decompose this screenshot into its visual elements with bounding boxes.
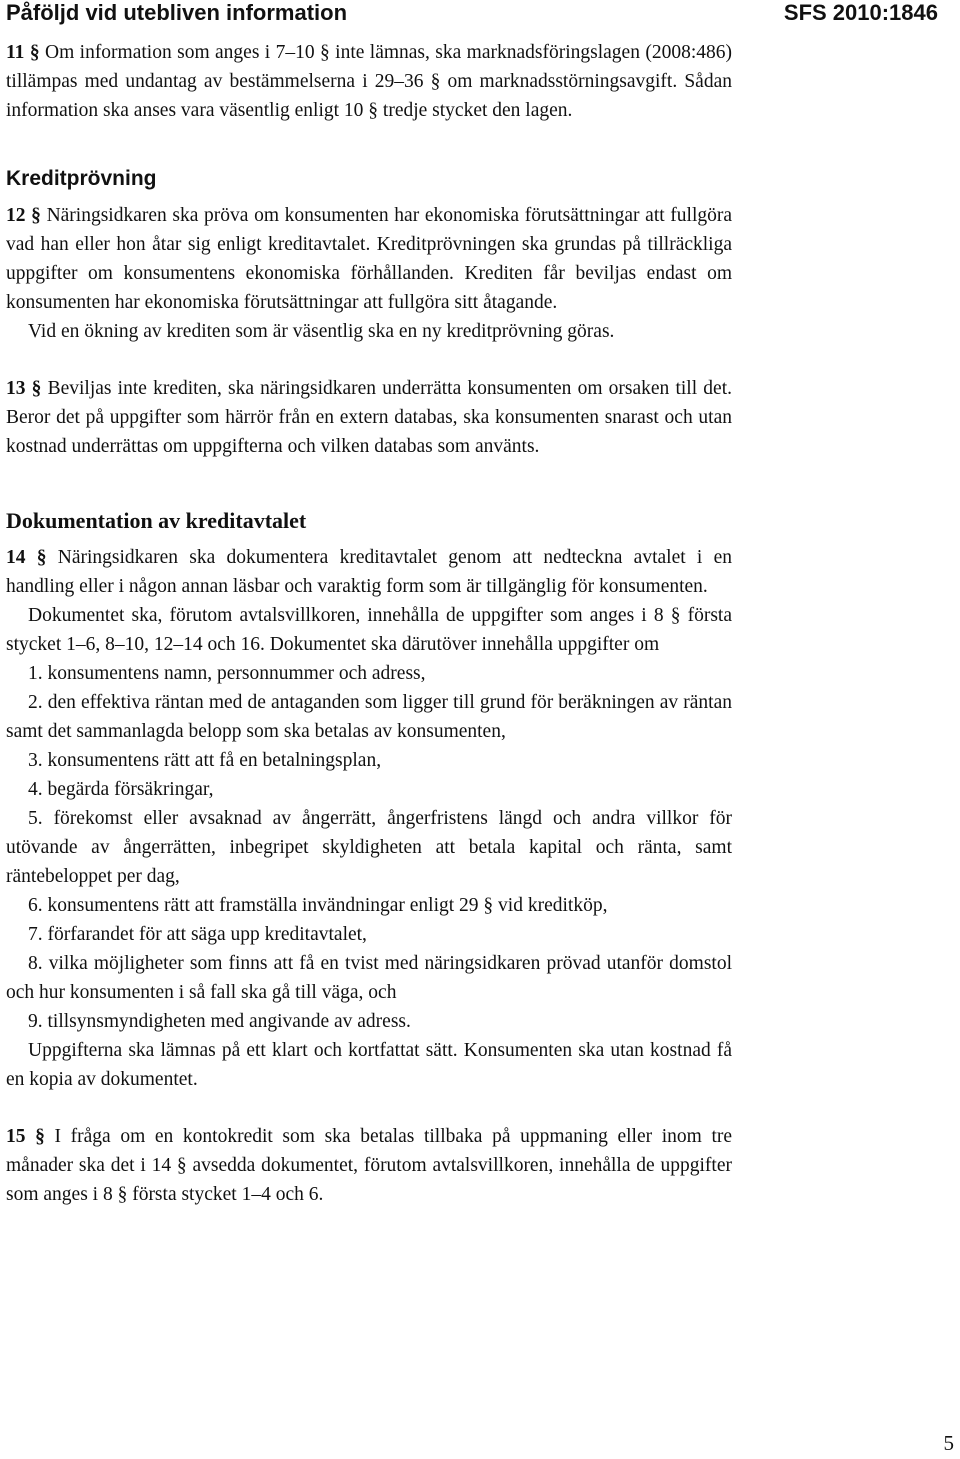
list-item: 4. begärda försäkringar,: [28, 779, 214, 800]
paragraph-number: 15: [6, 1126, 26, 1147]
list-item: 8. vilka möjligheter som finns att få en tvist med näringsidkaren prövad utanför domstol och hur konsumenten i så fall ska gå till väga, och: [6, 953, 732, 1003]
paragraph-11: [6, 38, 732, 125]
list-item: 1. konsumentens namn, personnummer och adress,: [28, 663, 426, 684]
list-item: 5. förekomst eller avsaknad av ångerrätt, ångerfristens längd och andra villkor för utövande av ångerrätten, inbegripet skyldigheten att betala kapital och ränta, samt räntebeloppet per dag,: [6, 808, 732, 887]
document-body: [6, 38, 732, 1209]
paragraph-number: 14: [6, 547, 26, 568]
list-item: 7. förfarandet för att säga upp kreditavtalet,: [28, 924, 367, 945]
paragraph-text: Näringsidkaren ska pröva om konsumenten har ekonomiska förutsättningar att fullgöra vad han eller hon åtar sig enligt kreditavtalet. Kreditprövningen ska grundas på tillräckliga uppgifter om konsumentens ekonomiska förhållanden. Krediten får beviljas endast om konsumenten har ekonomiska förutsättningar att fullgöra sitt åtagande.: [6, 205, 733, 313]
section-sign: §: [36, 547, 47, 568]
paragraph-13: [6, 374, 732, 461]
list-item: 2. den effektiva räntan med de antaganden som ligger till grund för beräkningen av räntan samt det sammanlagda belopp som ska betalas av konsumenten,: [6, 692, 732, 742]
page-number: 5: [943, 1431, 954, 1455]
paragraph-number: 11: [6, 42, 25, 63]
paragraph-text: Beviljas inte krediten, ska näringsidkaren underrätta konsumenten om orsaken till det. Beror det på uppgifter som härrör från en extern databas, ska konsumenten snarast och utan kostnad underrättas om uppgifterna och vilken databas som använts.: [6, 378, 733, 457]
paragraph-14-second: Dokumentet ska, förutom avtalsvillkoren, innehålla de uppgifter som anges i 8 § första stycket 1–6, 8–10, 12–14 och 16. Dokumentet ska därutöver innehålla uppgifter om: [6, 605, 732, 655]
list-item: 3. konsumentens rätt att få en betalningsplan,: [28, 750, 382, 771]
paragraph-text: I fråga om en kontokredit som ska betalas tillbaka på uppmaning eller inom tre månader ska det i 14 § avsedda dokumentet, förutom avtalsvillkoren, innehålla de uppgifter som anges i 8 § första stycket 1–4 och 6.: [6, 1126, 733, 1205]
section-sign: §: [31, 205, 41, 226]
list-item: 9. tillsynsmyndigheten med angivande av adress.: [28, 1011, 411, 1032]
heading-kreditprovning: Kreditprövning: [6, 167, 157, 190]
page-title: Påföljd vid utebliven information: [6, 0, 348, 25]
paragraph-12: [6, 201, 732, 317]
paragraph-14-third: Uppgifterna ska lämnas på ett klart och kortfattat sätt. Konsumenten ska utan kostnad få en kopia av dokumentet.: [6, 1040, 732, 1090]
sfs-number: SFS 2010:1846: [783, 0, 938, 25]
paragraph-14: [6, 543, 732, 601]
section-sign: §: [35, 1126, 45, 1147]
paragraph-number: 13: [6, 378, 26, 399]
list-item: 6. konsumentens rätt att framställa invändningar enligt 29 § vid kreditköp,: [28, 895, 608, 916]
paragraph-12-second: Vid en ökning av krediten som är väsentlig ska en ny kreditprövning göras.: [28, 321, 615, 342]
paragraph-number: 12: [6, 205, 26, 226]
heading-dokumentation: Dokumentation av kreditavtalet: [6, 508, 307, 533]
paragraph-15: [6, 1122, 732, 1209]
paragraph-text: Näringsidkaren ska dokumentera kreditavtalet genom att nedteckna avtalet i en handling eller i någon annan läsbar och varaktig form som är tillgänglig för konsumenten.: [6, 547, 733, 597]
section-sign: §: [31, 378, 42, 399]
section-sign: §: [29, 42, 40, 63]
paragraph-text: Om information som anges i 7–10 § inte lämnas, ska marknadsföringslagen (2008:486) tillämpas med undantag av bestämmelserna i 29–36 § om marknadsstörningsavgift. Sådan information ska anses vara väsentlig enligt 10 § tredje stycket den lagen.: [6, 42, 733, 121]
